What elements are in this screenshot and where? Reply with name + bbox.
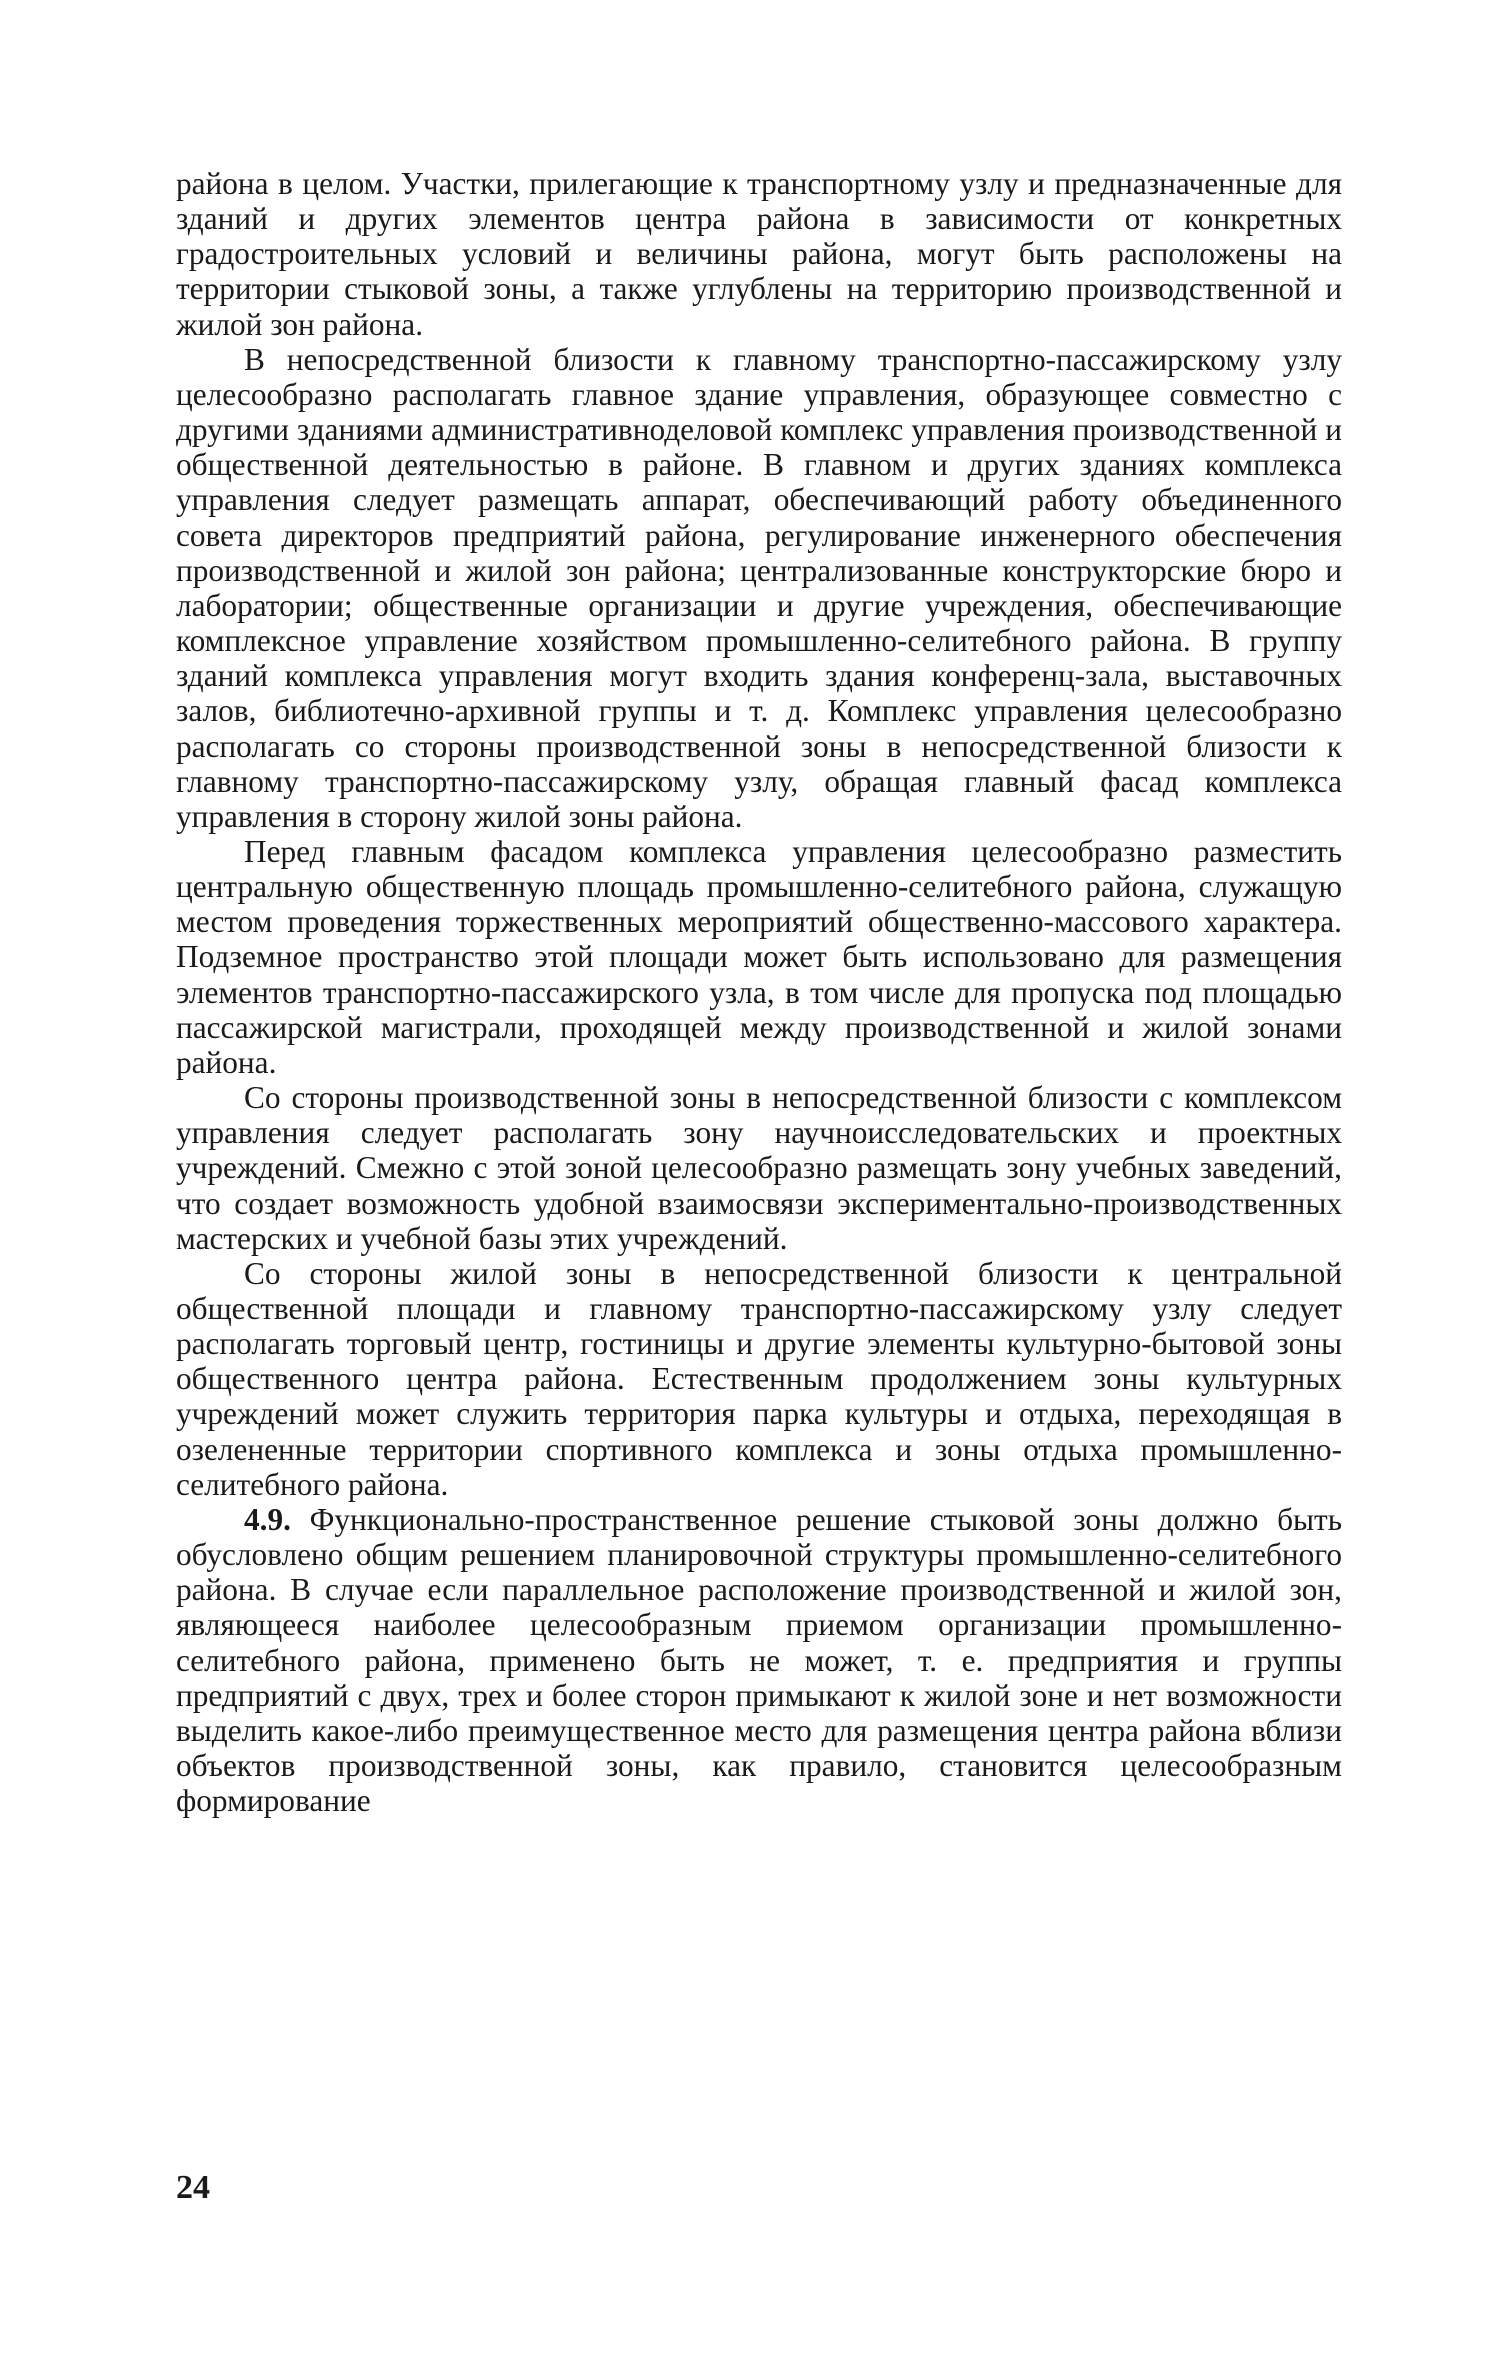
paragraph-3 <box>176 834 1342 1080</box>
paragraph-6-text: Функционально-пространственное решение стыковой зоны должно быть обусловлено общим решением планировочной структуры промышленно-селитебного района. В случае если параллельное расположение производственной и жилой зон, являющееся наиболее целесообразным приемом организации промышленно-селитебного района, применено быть не может, т. е. предприятия и группы предприятий с двух, трех и более сторон примыкают к жилой зоне и нет возможности выделить какое-либо преимущественное место для размещения центра района вблизи объектов производственной зоны, как правило, становится целесообразным формирование <box>176 1501 1342 1819</box>
body-text <box>176 166 1342 1818</box>
section-number: 4.9. <box>244 1501 291 1537</box>
paragraph-2-text: В непосредственной близости к главному транспортно-пассажирскому узлу целесообразно располагать главное здание управления, образующее совместно с другими зданиями административноделовой комплекс управления производственной и общественной деятельностью в районе. В главном и других зданиях комплекса управления следует размещать аппарат, обеспечивающий работу объединенного совета директоров предприятий района, регулирование инженерного обеспечения производственной и жилой зон района; централизованные конструкторские бюро и лаборатории; общественные организации и другие учреждения, обеспечивающие комплексное управление хозяйством промышленно-селитебного района. В группу зданий комплекса управления могут входить здания конференц-зала, выставочных залов, библиотечно-архивной группы и т. д. Комплекс управления целесообразно располагать со стороны производственной зоны в непосредственной близости к главному транспортно-пассажирскому узлу, обращая главный фасад комплекса управления в сторону жилой зоны района. <box>176 341 1342 834</box>
paragraph-1 <box>176 166 1342 342</box>
page-number: 24 <box>176 2169 210 2206</box>
paragraph-1-text: района в целом. Участки, прилегающие к транспортному узлу и предназначенные для зданий и других элементов центра района в зависимости от конкретных градостроительных условий и величины района, могут быть расположены на территории стыковой зоны, а также углублены на территорию производственной и жилой зон района. <box>176 166 1342 342</box>
paragraph-6 <box>176 1502 1342 1818</box>
paragraph-5-text: Со стороны жилой зоны в непосредственной близости к центральной общественной площади и главному транспортно-пассажирскому узлу следует располагать торговый центр, гостиницы и другие элементы культурно-бытовой зоны общественного центра района. Естественным продолжением зоны культурных учреждений может служить территория парка культуры и отдыха, переходящая в озелененные территории спортивного комплекса и зоны отдыха промышленно-селитебного района. <box>176 1255 1342 1502</box>
paragraph-5 <box>176 1256 1342 1502</box>
paragraph-4 <box>176 1080 1342 1256</box>
paragraph-2 <box>176 342 1342 834</box>
paragraph-3-text: Перед главным фасадом комплекса управления целесообразно разместить центральную общественную площадь промышленно-селитебного района, служащую местом проведения торжественных мероприятий общественно-массового характера. Подземное пространство этой площади может быть использовано для размещения элементов транспортно-пассажирского узла, в том числе для пропуска под площадью пассажирской магистрали, проходящей между производственной и жилой зонами района. <box>176 833 1342 1080</box>
paragraph-4-text: Со стороны производственной зоны в непосредственной близости с комплексом управления следует располагать зону научноисследовательских и проектных учреждений. Смежно с этой зоной целесообразно размещать зону учебных заведений, что создает возможность удобной взаимосвязи экспериментально-производственных мастерских и учебной базы этих учреждений. <box>176 1080 1342 1256</box>
